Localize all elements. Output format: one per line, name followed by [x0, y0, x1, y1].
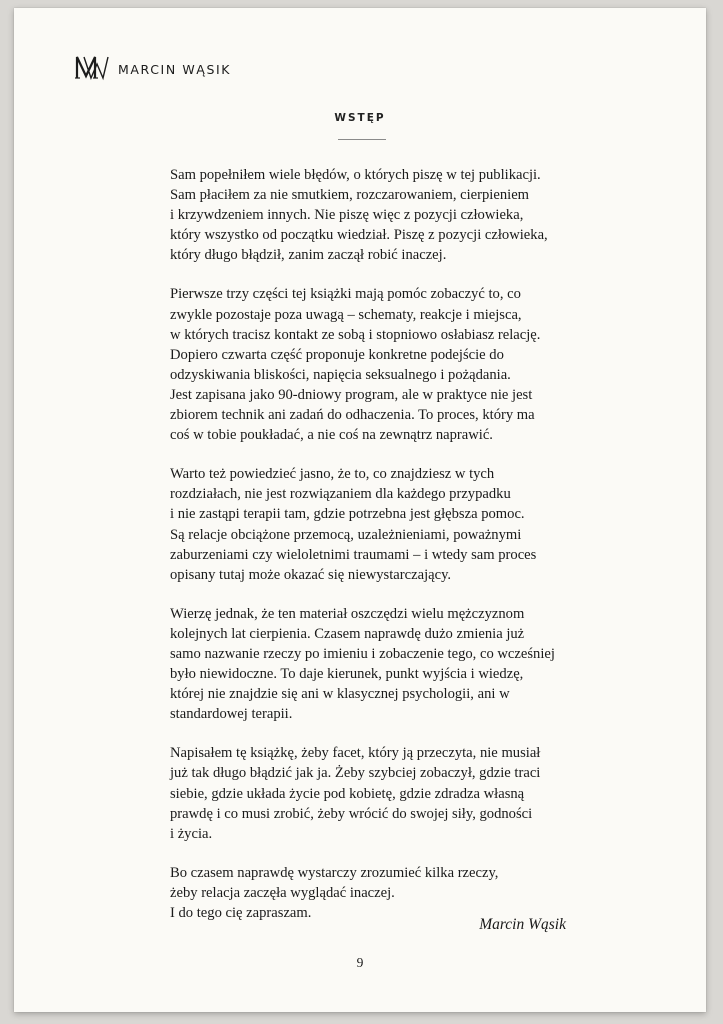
text-line: zbiorem technik ani zadań do odhaczenia. To proces, który ma [170, 407, 535, 424]
text-line: Napisałem tę książkę, żeby facet, który ją przeczyta, nie musiał [170, 745, 541, 762]
text-line: i krzywdzeniem innych. Nie piszę więc z pozycji człowieka, [170, 207, 524, 224]
text-line: i nie zastąpi terapii tam, gdzie potrzebna jest głębsza pomoc. [170, 506, 525, 523]
text-line: i życia. [170, 825, 213, 842]
text-line: było niewidoczne. To daje kierunek, punkt wyjścia i wiedzę, [170, 666, 524, 683]
body-text [170, 165, 590, 942]
paragraph [170, 464, 590, 585]
text-line: Wierzę jednak, że ten materiał oszczędzi wielu mężczyznom [170, 605, 525, 622]
author-name: MARCIN WĄSIK [118, 61, 232, 77]
text-line: której nie znajdzie się ani w klasycznej psychologii, ani w [170, 686, 510, 703]
text-line: Sam popełniłem wiele błędów, o których piszę w tej publikacji. [170, 167, 541, 183]
paragraph [170, 743, 590, 843]
text-line: Pierwsze trzy części tej książki mają pomóc zobaczyć to, co [170, 286, 521, 303]
text-line: siebie, gdzie układa życie pod kobietę, gdzie zdradza własną [170, 785, 525, 802]
text-line: już tak długo błądzić jak ja. Żeby szybciej zobaczył, gdzie traci [170, 765, 541, 782]
author-signature: Marcin Wąsik [479, 916, 566, 933]
book-page [14, 8, 706, 1012]
author-brand [74, 50, 231, 84]
text-line: w których tracisz kontakt ze sobą i stopniowo osłabiasz relację. [170, 326, 541, 343]
monogram-logo-icon [74, 52, 110, 82]
text-line: Warto też powiedzieć jasno, że to, co znajdziesz w tych [170, 466, 495, 483]
text-line: odzyskiwania bliskości, napięcia seksualnego i pożądania. [170, 366, 511, 383]
text-line: który długo błądził, zanim zaczął robić inaczej. [170, 247, 447, 264]
text-line: standardowej terapii. [170, 706, 293, 723]
paragraph [170, 165, 590, 265]
paragraph [170, 604, 590, 725]
text-line: rozdziałach, nie jest rozwiązaniem dla każdego przypadku [170, 486, 511, 503]
text-line: opisany tutaj może okazać się niewystarczający. [170, 566, 452, 583]
title-divider [338, 139, 386, 140]
text-line: Dopiero czwarta część proponuje konkretne podejście do [170, 346, 504, 363]
text-line: Są relacje obciążone przemocą, uzależnieniami, poważnymi [170, 526, 522, 543]
text-line: żeby relacja zaczęła wyglądać inaczej. [170, 884, 395, 901]
text-line: prawdę i co musi zrobić, żeby wrócić do swojej siły, godności [170, 805, 533, 822]
paragraph [170, 284, 590, 445]
text-line: coś w tobie poukładać, a nie coś na zewnątrz naprawić. [170, 427, 493, 444]
paragraph [170, 863, 590, 923]
text-line: Bo czasem naprawdę wystarczy zrozumieć kilka rzeczy, [170, 864, 499, 881]
section-title: WSTĘP [334, 112, 386, 124]
text-line: Jest zapisana jako 90-dniowy program, ale w praktyce nie jest [170, 386, 533, 403]
text-line: I do tego cię zapraszam. [170, 905, 312, 921]
page-number: 9 [356, 955, 364, 970]
text-line: zwykle pozostaje poza uwagą – schematy, reakcje i miejsca, [170, 306, 522, 323]
text-line: kolejnych lat cierpienia. Czasem naprawdę dużo zmienia już [170, 625, 525, 642]
text-line: Sam płaciłem za nie smutkiem, rozczarowaniem, cierpieniem [170, 187, 530, 204]
text-line: który wszystko od początku wiedział. Piszę z pozycji człowieka, [170, 227, 548, 244]
text-line: samo nazwanie rzeczy po imieniu i zobaczenie tego, co wcześniej [170, 645, 555, 662]
text-line: zaburzeniami czy wieloletnimi traumami – i wtedy sam proces [170, 546, 537, 563]
